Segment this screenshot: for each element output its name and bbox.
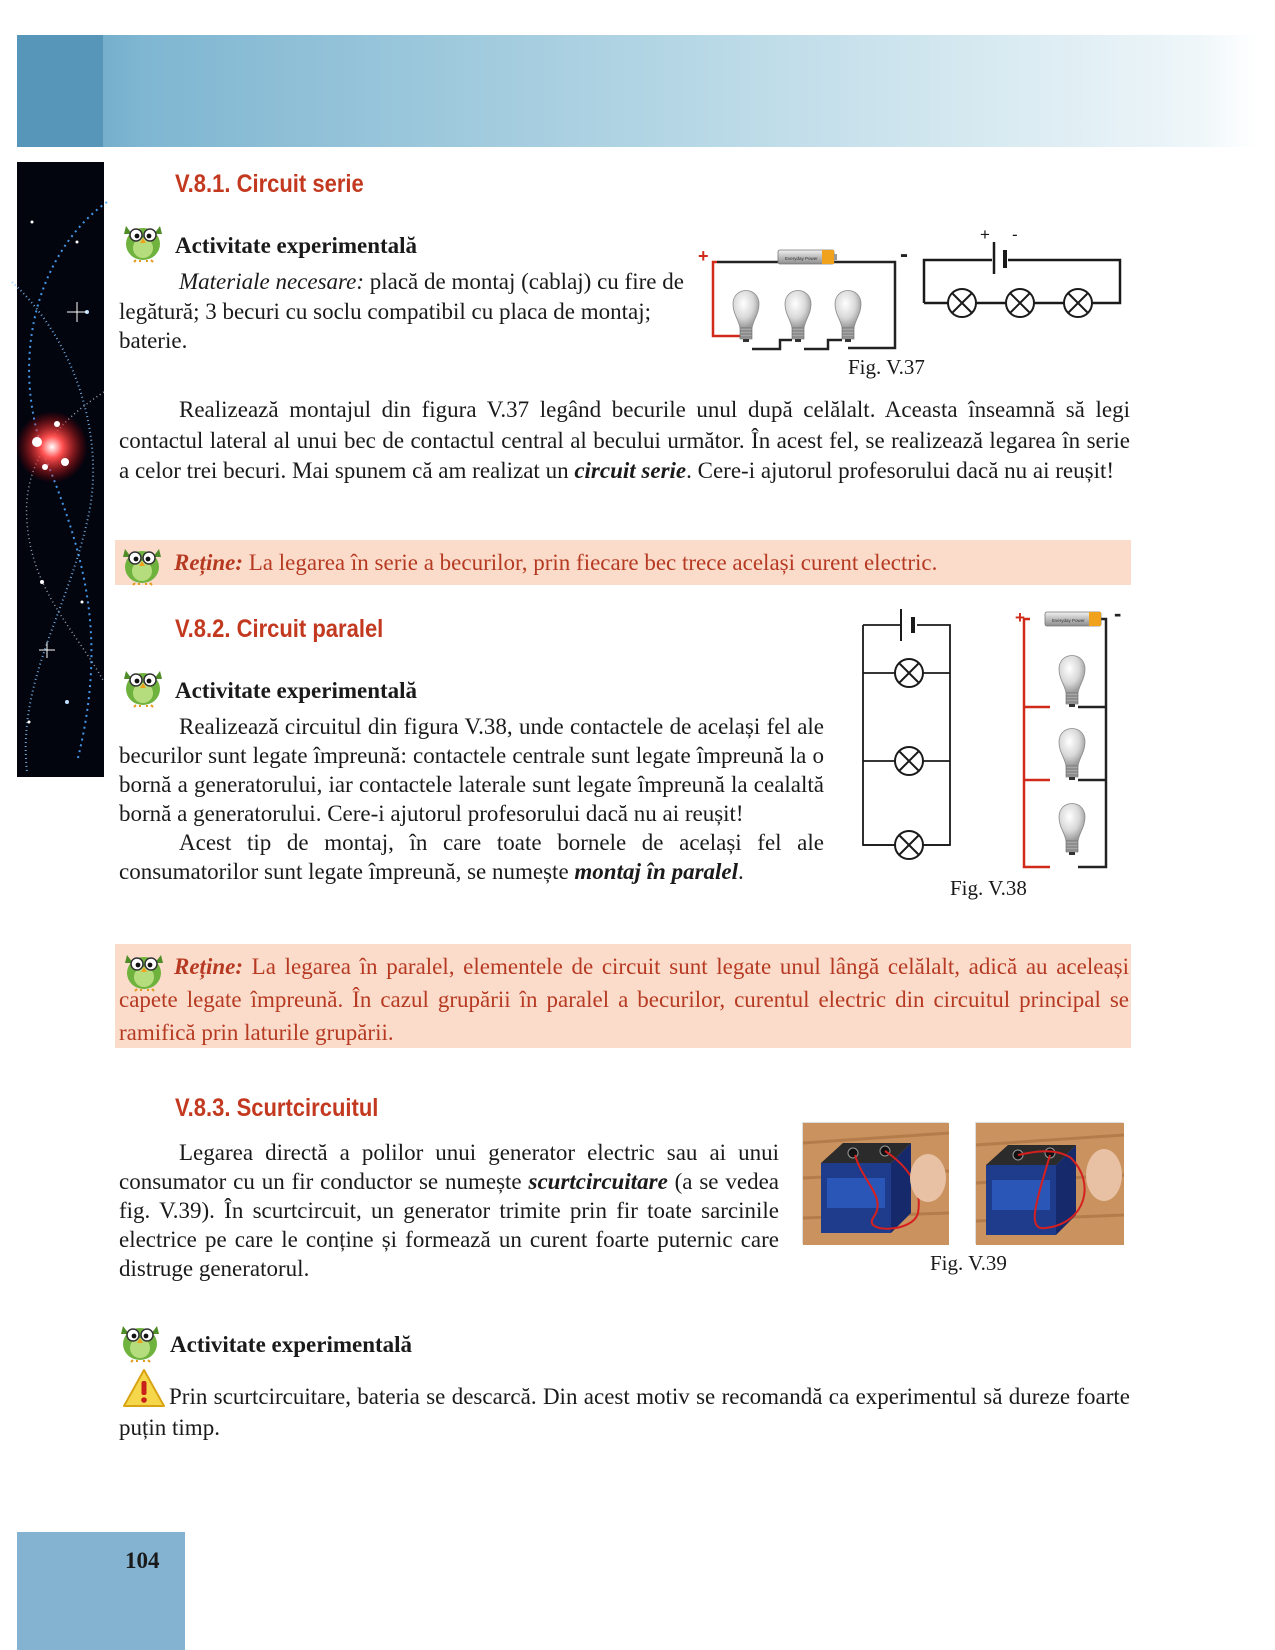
reminder-label: Reține: [174, 954, 243, 979]
parallel-instructions-paragraph [119, 712, 824, 886]
bulb-icon [1059, 804, 1085, 856]
section-heading-circuit-paralel: V.8.2. Circuit paralel [175, 615, 384, 643]
lamp-symbol-icon [1006, 289, 1034, 317]
section-heading-circuit-serie: V.8.1. Circuit serie [175, 170, 364, 198]
page-number: 104 [125, 1548, 160, 1573]
reminder-text: La legarea în serie a becurilor, prin fiecare bec trece același curent electric. [243, 550, 938, 575]
bulb-icon [1059, 729, 1085, 781]
lamp-symbol-icon [895, 659, 923, 687]
warning-text: Prin scurtcircuitare, bateria se descarcă. Din acest motiv se recomandă ca experimentul să dureze foarte puțin timp. [119, 1384, 1130, 1440]
plus-sign: + [698, 246, 709, 266]
minus-sign: - [900, 241, 908, 268]
bulb-icon [835, 291, 861, 343]
schematic-minus-sign: - [1012, 225, 1018, 244]
plus-sign: + [1015, 608, 1025, 627]
materials-label: Materiale necesare: [179, 269, 364, 294]
short-circuit-paragraph [119, 1138, 779, 1283]
battery-brand-label: Everyday Power [1052, 618, 1085, 623]
short-circuit-term: scurtcircuitare [528, 1169, 668, 1194]
short-circuit-photo-1 [802, 1122, 948, 1244]
materials-text: placă de montaj (cablaj) cu fire de legătură; 3 becuri cu soclu compatibil cu placa de montaj; baterie. [119, 269, 684, 353]
short-circuit-text-a: Legarea directă a polilor unui generator electric sau ai unui consumator cu un fir conductor se numește [119, 1140, 779, 1194]
reminder-text: La legarea în paralel, elementele de circuit sunt legate unul lângă celălalt, adică au aceleași capete legate împreună. În cazul grupării în paralel a becurilor, curentul electric din circuitul principal se ramifică prin laturile grupării. [119, 954, 1129, 1045]
bulb-icon [733, 291, 759, 343]
figure-caption-v39: Fig. V.39 [930, 1251, 1007, 1275]
reminder-box-series [115, 540, 1131, 585]
lamp-symbol-icon [1064, 289, 1092, 317]
materials-paragraph [119, 267, 684, 356]
figure-caption-v38: Fig. V.38 [950, 876, 1027, 900]
owl-mascot-icon [120, 663, 166, 707]
owl-mascot-icon [117, 1318, 163, 1362]
reminder-box-parallel [115, 944, 1131, 1048]
header-band [17, 35, 1257, 147]
series-circuit-term: circuit serie [574, 458, 687, 483]
warning-paragraph [119, 1382, 1130, 1443]
figure-caption-v37: Fig. V.37 [848, 355, 925, 379]
figure-series-circuit [698, 225, 1130, 358]
owl-mascot-icon [120, 218, 166, 262]
parallel-definition-a: Acest tip de montaj, în care toate bornele de același fel ale consumatorilor sunt legate împreună, se numește [119, 830, 824, 884]
parallel-text: Realizează circuitul din figura V.38, unde contactele de același fel ale becurilor sunt legate împreună: contactele centrale sunt legate împreună la o bornă a generatorului, iar contactele laterale sunt legate împreună la cealaltă bornă a generatorului. Cere-i ajutorul profesorului dacă nu ai reușit! [119, 714, 824, 826]
activity-label: Activitate experimentală [175, 678, 418, 703]
schematic-plus-sign: + [980, 225, 990, 244]
bulb-icon [1059, 656, 1085, 708]
activity-label: Activitate experimentală [175, 233, 418, 258]
series-text-a: Realizează montajul din figura V.37 legând becurile unul după celălalt. Aceasta înseamnă să legi contactul lateral al unui bec de contactul central al becului următor. În acest fel, se realizează legarea în serie a celor trei becuri. Mai spunem că am realizat un [119, 397, 1130, 483]
figure-parallel-photo [1010, 601, 1135, 875]
parallel-term: montaj în paralel [574, 859, 739, 884]
minus-sign: - [1114, 601, 1122, 626]
lamp-symbol-icon [948, 289, 976, 317]
owl-mascot-icon [119, 541, 165, 585]
series-text-b: . Cere-i ajutorul profesorului dacă nu ai reușit! [686, 458, 1115, 483]
decorative-atom-image [17, 162, 104, 777]
lamp-symbol-icon [895, 747, 923, 775]
battery-brand-label: Everyday Power [785, 256, 818, 261]
header-band-tab [17, 35, 103, 147]
series-instructions-paragraph [119, 395, 1130, 487]
short-circuit-text-b: (a se vedea fig. V.39). În scurtcircuit, un generator trimite prin fir toate sarcinile electrice pe care le conține și formează un curent foarte puternic care distruge generatorul. [119, 1169, 780, 1281]
activity-label: Activitate experimentală [170, 1332, 413, 1357]
parallel-definition-b: . [738, 859, 744, 884]
section-heading-scurtcircuitul: V.8.3. Scurtcircuitul [175, 1094, 379, 1122]
lamp-symbol-icon [895, 831, 923, 859]
short-circuit-photo-2 [975, 1122, 1123, 1244]
reminder-label: Reține: [174, 550, 243, 575]
figure-parallel-schematic [855, 605, 965, 870]
bulb-icon [785, 291, 811, 343]
